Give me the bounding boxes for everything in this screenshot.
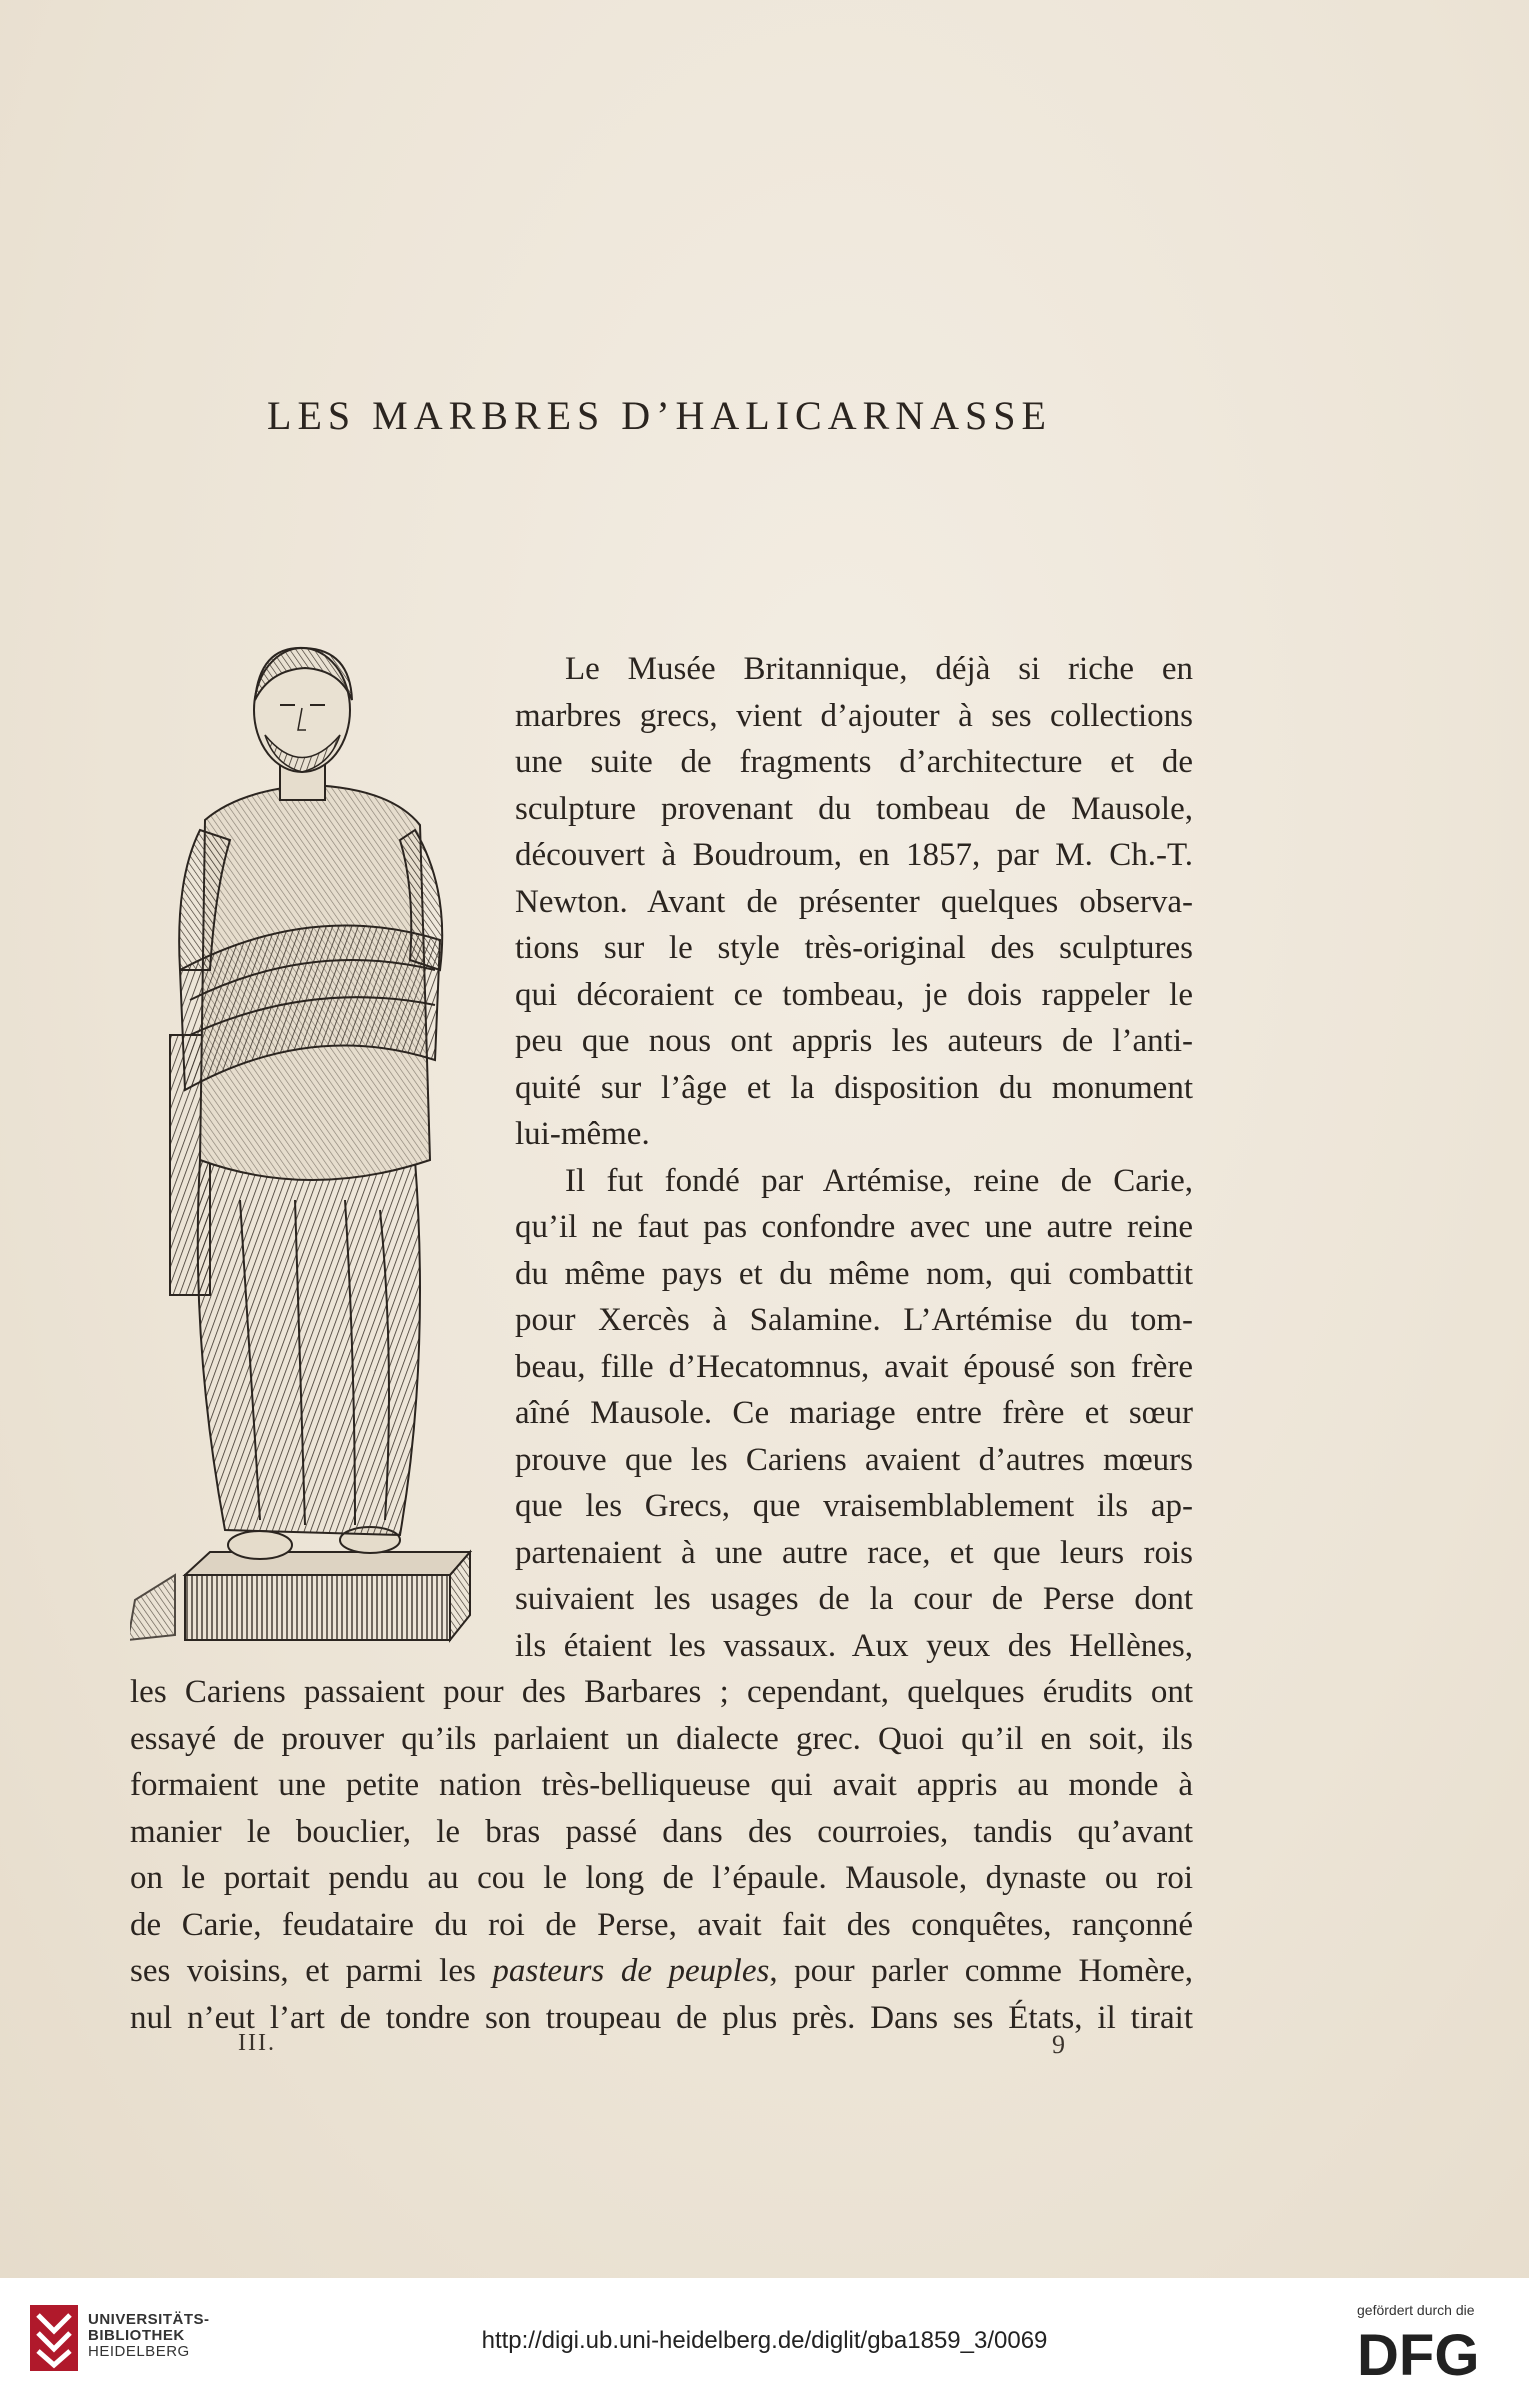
text-line: beau, fille d’Hecatomnus, avait épousé son frère: [515, 1348, 1193, 1385]
text-line: Il fut fondé par Artémise, reine de Carie,: [565, 1162, 1193, 1199]
text-line: de Carie, feudataire du roi de Perse, avait fait des conquêtes, rançonné: [130, 1906, 1193, 1943]
text-line: les Cariens passaient pour des Barbares ; cependant, quelques érudits ont: [130, 1674, 1193, 1710]
library-name-line: HEIDELBERG: [88, 2343, 190, 2360]
text-line: ils étaient les vassaux. Aux yeux des Hellènes,: [515, 1627, 1193, 1664]
text-line: prouve que les Cariens avaient d’autres mœurs: [515, 1441, 1193, 1478]
text-line: que les Grecs, que vraisemblablement ils ap-: [515, 1488, 1193, 1524]
text-line: découvert à Boudroum, en 1857, par M. Ch.-T.: [515, 837, 1193, 873]
text-line: manier le bouclier, le bras passé dans des courroies, tandis qu’avant: [130, 1813, 1193, 1850]
text-full-width: [130, 1669, 1193, 2041]
text-line: Le Musée Britannique, déjà si riche en: [565, 651, 1193, 687]
text-line-with-italic: [130, 1948, 1193, 1995]
funding-caption: gefördert durch die: [1357, 2302, 1475, 2318]
text-line: tions sur le style très-original des sculptures: [515, 930, 1193, 966]
text-line: partenaient à une autre race, et que leurs rois: [515, 1534, 1193, 1571]
page-number: 9: [1052, 2030, 1065, 2059]
text-line: marbres grecs, vient d’ajouter à ses collections: [515, 697, 1193, 734]
text-fragment: , pour parler comme Homère,: [769, 1953, 1193, 1989]
permalink-url[interactable]: http://digi.ub.uni-heidelberg.de/diglit/gba1859_3/0069: [481, 2327, 1048, 2354]
text-line: du même pays et du même nom, qui combattit: [515, 1255, 1193, 1292]
library-name-line: UNIVERSITÄTS-: [88, 2311, 210, 2328]
dfg-logo-text: DFG: [1357, 2325, 1480, 2381]
text-line: Newton. Avant de présenter quelques observa-: [515, 883, 1193, 920]
text-line: quité sur l’âge et la disposition du monument: [515, 1069, 1193, 1106]
article-title: LES MARBRES D’HALICARNASSE: [267, 393, 1052, 438]
text-line: qu’il ne faut pas confondre avec une autre reine: [515, 1209, 1193, 1245]
signature-mark: III.: [238, 2030, 276, 2056]
text-line: sculpture provenant du tombeau de Mausole,: [515, 790, 1193, 827]
text-line: peu que nous ont appris les auteurs de l’anti-: [515, 1023, 1193, 1059]
text-line: pour Xercès à Salamine. L’Artémise du tom-: [515, 1302, 1193, 1338]
italic-phrase: pasteurs de peuples: [492, 1953, 770, 1989]
library-name-line: BIBLIOTHEK: [88, 2327, 185, 2344]
text-line: lui-même.: [515, 1116, 650, 1152]
dfg-logo-icon[interactable]: [1357, 2325, 1505, 2381]
text-line: suivaient les usages de la cour de Perse dont: [515, 1581, 1193, 1617]
text-line: essayé de prouver qu’ils parlaient un dialecte grec. Quoi qu’il en soit, ils: [130, 1720, 1193, 1757]
text-line: nul n’eut l’art de tondre son troupeau de plus près. Dans ses États, il tirait: [130, 1999, 1193, 2036]
text-line: formaient une petite nation très-belliqueuse qui avait appris au monde à: [130, 1767, 1193, 1803]
text-line: une suite de fragments d’architecture et de: [515, 744, 1193, 780]
statue-illustration: [130, 640, 490, 1650]
text-fragment: ses voisins, et parmi les: [130, 1953, 493, 1989]
text-line: qui décoraient ce tombeau, je dois rappeler le: [515, 976, 1193, 1013]
text-column-beside-illustration: [515, 646, 1193, 1669]
text-line: aîné Mausole. Ce mariage entre frère et sœur: [515, 1395, 1193, 1431]
text-line: on le portait pendu au cou le long de l’épaule. Mausole, dynaste ou roi: [130, 1860, 1193, 1896]
